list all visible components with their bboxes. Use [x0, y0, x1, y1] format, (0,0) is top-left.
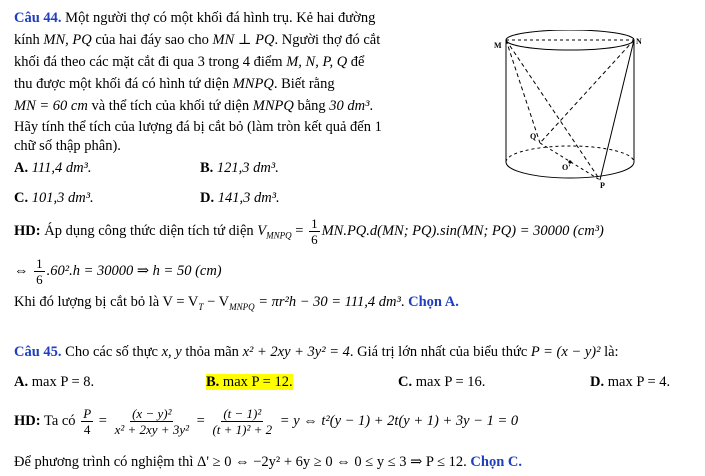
q44-line1: Câu 44. Một người thợ có một khối đá hình trụ. Kẻ hai đường — [14, 10, 376, 26]
label-n: N — [636, 37, 642, 46]
q44-hd-line3: Khi đó lượng bị cắt bỏ là $V = V_T - V_{MNPQ} = \pi r^2h - 30 = 111,4$ dm³. Chọn A. — [14, 294, 459, 312]
q44-option-c: C. 101,3 dm³. — [14, 190, 94, 206]
label-o: O' — [562, 163, 571, 172]
q44-option-a: A. 111,4 dm³. — [14, 160, 92, 176]
q44-line5: MN = 60 cm và thể tích của khối tứ diện MNPQ bằng 30 dm³. — [14, 98, 374, 114]
q44-line3: khối đá theo các mặt cắt đi qua 3 trong 4 điểm M, N, P, Q để — [14, 54, 365, 70]
cylinder-figure — [492, 30, 662, 190]
q45-option-c: C. max P = 16. — [398, 374, 486, 390]
q44-line2: kính MN, PQ của hai đáy sao cho MN ⊥ PQ. Người thợ đó cắt — [14, 32, 381, 48]
q45-option-b: B. max P = 12. — [206, 374, 293, 390]
q44-label: Câu 44. — [14, 10, 62, 26]
q45-answer: Chọn C. — [470, 454, 522, 470]
q45-label: Câu 45. — [14, 344, 62, 360]
q44-answer: Chọn A. — [408, 294, 459, 310]
q44-hd-line1: HD: Áp dụng công thức diện tích tứ diện $V_{MNPQ}$ = $\frac{1}{6}$ MN.PQ.d(MN; PQ).sin(MN; PQ) = 30000 (cm³) — [14, 216, 604, 247]
q44-line4: thu được một khối đá có hình tứ diện MNPQ. Biết rằng — [14, 76, 335, 92]
q45-hd-line2: Để phương trình có nghiệm thì Δ' ≥ 0 ⇔ −2y² + 6y ≥ 0 ⇔ 0 ≤ y ≤ 3 ⇒ P ≤ 12. Chọn C. — [14, 454, 522, 470]
q44-line7: chữ số thập phân). — [14, 138, 121, 154]
label-p: P — [600, 181, 605, 190]
q45-option-a: A. max P = 8. — [14, 374, 95, 390]
q45-hd-line1: HD: Ta có $\frac{P}{4}$ = $\frac{\text{(x − y)²}}{\text{x² + 2xy + 3y²}}$ = $\frac{\text{(t − 1)²}}{\text{(t + 1)² + 2}}$ = y ⇔ t²(y − 1) + 2t(y + 1) + 3y − 1 = 0 — [14, 406, 519, 437]
q44-option-d: D. 141,3 dm³. — [200, 190, 280, 206]
q44-hd-line2: ⇔ $\frac{1}{6}$ .60².h = 30000 ⇒ h = 50 (cm) — [14, 256, 222, 287]
label-m: M — [494, 41, 502, 50]
q44-option-b: B. 121,3 dm³. — [200, 160, 279, 176]
label-q: Q — [530, 132, 537, 141]
q44-line6: Hãy tính thể tích của lượng đá bị cắt bỏ (làm tròn kết quả đến 1 — [14, 119, 382, 135]
q45-line1: Câu 45. Cho các số thực x, y thỏa mãn x² + 2xy + 3y² = 4. Giá trị lớn nhất của biểu thức P = (x − y)² là: — [14, 344, 619, 360]
q45-option-d: D. max P = 4. — [590, 374, 671, 390]
